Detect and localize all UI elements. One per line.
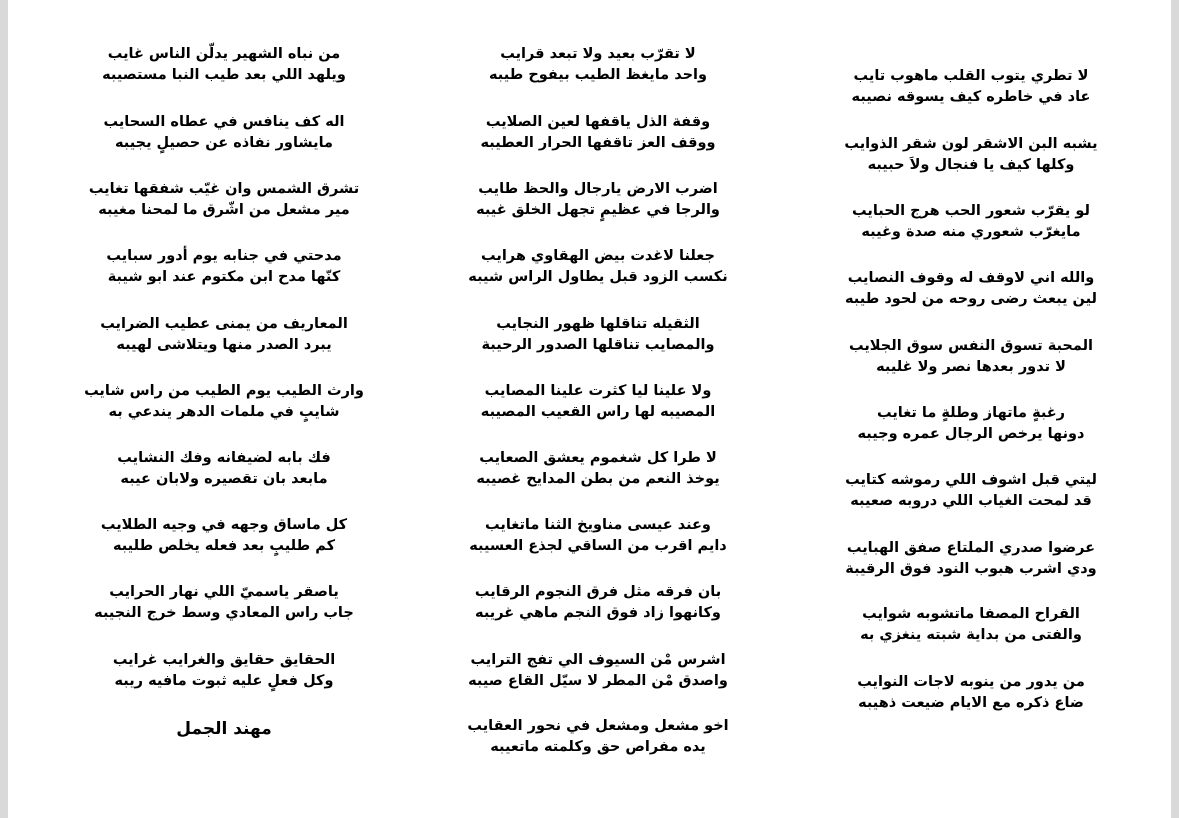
verse-first-half: اضرب الارض يارجال والحظ طايب <box>478 181 718 197</box>
poem-verse <box>791 336 1151 378</box>
verse-first-half: جعلنا لاغدت بيض الهقاوي هرايب <box>481 248 715 264</box>
poem-verse <box>418 448 778 490</box>
verse-first-half: والله اني لاوقف له وقوف النصايب <box>847 270 1095 286</box>
poem-verse <box>44 582 404 624</box>
poem-verse <box>44 314 404 356</box>
verse-second-half: دايم اقرب من الساقي لجذع العسيبه <box>469 538 727 554</box>
poem-verse <box>44 448 404 490</box>
verse-first-half: تشرق الشمس وان غيّب شفقها تغايب <box>88 181 360 197</box>
poem-verse <box>418 650 778 692</box>
poem-verse <box>418 44 778 86</box>
verse-first-half: لا طرا كل شغموم يعشق الصعايب <box>479 450 717 466</box>
verse-first-half: وارث الطيب يوم الطيب من راس شايب <box>84 383 364 399</box>
verse-first-half: رغبةٍ ماتهاز وطلةٍ ما تغايب <box>876 405 1066 421</box>
verse-first-half: لا تطري يتوب القلب ماهوب تايب <box>853 68 1089 84</box>
verse-first-half: اشرس مْن السيوف الي تفج الترايب <box>470 652 726 668</box>
verse-first-half: عرضوا صدري الملتاع صفق الهبايب <box>846 540 1096 556</box>
verse-second-half: ودي اشرب هبوب النود فوق الرقيبة <box>845 561 1097 577</box>
verse-first-half: لا تقرّب بعيد ولا تبعد قرايب <box>500 46 696 62</box>
verse-first-half: فك بابه لضيفانه وفك النشايب <box>117 450 331 466</box>
poem-verse <box>418 381 778 423</box>
poem-verse <box>44 381 404 423</box>
verse-first-half: كل ماساق وجهه في وجيه الطلايب <box>100 517 348 533</box>
verse-second-half: لا تدور بعدها نصر ولا غليبه <box>876 359 1066 375</box>
verse-first-half: من نباه الشهير يدلّن الناس غايب <box>107 46 341 62</box>
verse-second-half: ووقف العز تاقفها الحرار العطيبه <box>480 135 716 151</box>
verse-first-half: ليتي قبل اشوف اللي رموشه كتايب <box>845 472 1097 488</box>
verse-second-half: وكانهوا زاد فوق النجم ماهي غريبه <box>475 605 721 621</box>
poem-verse <box>791 538 1151 580</box>
poet-name: مهند الجمل <box>176 719 272 739</box>
poem-column-middle <box>418 0 778 818</box>
verse-second-half: واحد مايغظ الطيب بيفوح طيبه <box>488 67 708 83</box>
verse-first-half: الحقايق حقايق والغرايب غرايب <box>112 652 336 668</box>
verse-first-half: المحبة تسوق النفس سوق الجلايب <box>849 338 1093 354</box>
verse-first-half: يشبه البن الاشقر لون شقر الذوايب <box>844 136 1098 152</box>
poem-verse <box>791 201 1151 243</box>
verse-second-half: مايشاور نفاذه عن حصيلٍ يجيبه <box>114 135 334 151</box>
verse-first-half: اله كف ينافس في عطاه السحايب <box>103 114 345 130</box>
poem-verse <box>418 582 778 624</box>
poem-verse <box>44 650 404 692</box>
verse-second-half: عاد في خاطره كيف يسوقه نصيبه <box>851 89 1091 105</box>
verse-second-half: يده مفراص حق وكلمته ماتعيبه <box>490 739 706 755</box>
poem-verse <box>44 179 404 221</box>
verse-second-half: كم طليبٍ بعد فعله يخلص طليبه <box>112 538 336 554</box>
verse-second-half: مير مشعل من اشّرق ما لمحنا مغيبه <box>98 202 350 218</box>
verse-second-half: مايغرّب شعوري منه صدة وغيبه <box>861 224 1081 240</box>
verse-second-half: قد لمحت الغياب اللي دروبه صعيبه <box>850 493 1092 509</box>
poem-column-right <box>791 0 1151 818</box>
poem-verse <box>418 112 778 154</box>
document-page <box>8 0 1171 818</box>
page-frame-left <box>0 0 8 818</box>
verse-first-half: المعاريف من يمنى عطيب الضرايب <box>100 316 348 332</box>
poem-verse <box>418 515 778 557</box>
verse-first-half: وقفة الذل ياقفها لعين الصلايب <box>485 114 711 130</box>
verse-second-half: وكلها كيف يا فنجال ولاَ حبيبه <box>867 157 1075 173</box>
verse-second-half: يوخذ النعم من بطن المدايح غصيبه <box>476 471 720 487</box>
verse-first-half: بان فرقه مثل فرق النجوم الرقايب <box>474 584 722 600</box>
verse-second-half: كنّها مدح ابن مكتوم عند ابو شيبة <box>107 269 341 285</box>
verse-first-half: الثقيله تناقلها ظهور النجايب <box>496 316 700 332</box>
poem-verse <box>418 179 778 221</box>
verse-first-half: لو يقرّب شعور الحب هرج الحبايب <box>852 203 1090 219</box>
poem-verse <box>791 66 1151 108</box>
poem-column-left <box>44 0 404 818</box>
verse-second-half: نكسب الزود قبل يطاول الراس شيبه <box>468 269 728 285</box>
verse-second-half: دونها يرخص الرجال عمره وجيبه <box>857 426 1085 442</box>
verse-first-half: اخو مشعل ومشعل في نحور العقايب <box>467 718 729 734</box>
verse-second-half: جاب راس المعادي وسط خرج النجيبه <box>94 605 354 621</box>
poem-verse <box>44 246 404 288</box>
verse-second-half: يبرد الصدر منها ويتلاشى لهيبه <box>116 337 332 353</box>
verse-first-half: ياصقر ياسميّ اللي نهار الحرايب <box>109 584 339 600</box>
verse-second-half: شايبٍ في ملمات الدهر يندعي به <box>108 404 340 420</box>
verse-second-half: ويلهد اللي بعد طيب النبا مستصيبه <box>102 67 346 83</box>
poem-verse <box>791 470 1151 512</box>
verse-second-half: المصيبه لها راس القعيب المصيبه <box>480 404 716 420</box>
verse-second-half: ضاع ذكره مع الايام ضيعت ذهيبه <box>858 695 1084 711</box>
poem-verse <box>418 246 778 288</box>
verse-first-half: ولا علينا ليا كثرت علينا المصايب <box>484 383 712 399</box>
page-frame-right <box>1171 0 1179 818</box>
verse-second-half: والفتى من بداية شبته ينغزي به <box>860 627 1082 643</box>
poem-verse <box>418 314 778 356</box>
verse-second-half: وكل فعلٍ عليه ثبوت مافيه ريبه <box>114 673 334 689</box>
poem-verse <box>791 672 1151 714</box>
verse-first-half: وعند عيسى مناويخ الثنا ماتغايب <box>485 517 711 533</box>
poem-verse <box>44 515 404 557</box>
verse-second-half: واصدق مْن المطر لا سيّل القاع صيبه <box>468 673 728 689</box>
poem-verse <box>44 44 404 86</box>
verse-first-half: القراح المصفا ماتشوبه شوايب <box>862 606 1080 622</box>
poem-verse <box>791 403 1151 445</box>
verse-second-half: والرجا في عظيمٍ تجهل الخلق غيبه <box>476 202 720 218</box>
poem-verse <box>791 268 1151 310</box>
verse-first-half: مدحتي في جنابه يوم أدور سبايب <box>106 248 342 264</box>
poem-verse <box>791 134 1151 176</box>
poem-verse <box>418 716 778 758</box>
verse-first-half: من يدور من ينوبه لاجات النوايب <box>857 674 1085 690</box>
poem-verse <box>44 112 404 154</box>
verse-second-half: مابعد بان تقصيره ولابان عيبه <box>120 471 328 487</box>
verse-second-half: لين يبعث رضى روحه من لحود طيبه <box>845 291 1097 307</box>
poem-verse <box>791 604 1151 646</box>
verse-second-half: والمصايب تناقلها الصدور الرحيبة <box>481 337 715 353</box>
